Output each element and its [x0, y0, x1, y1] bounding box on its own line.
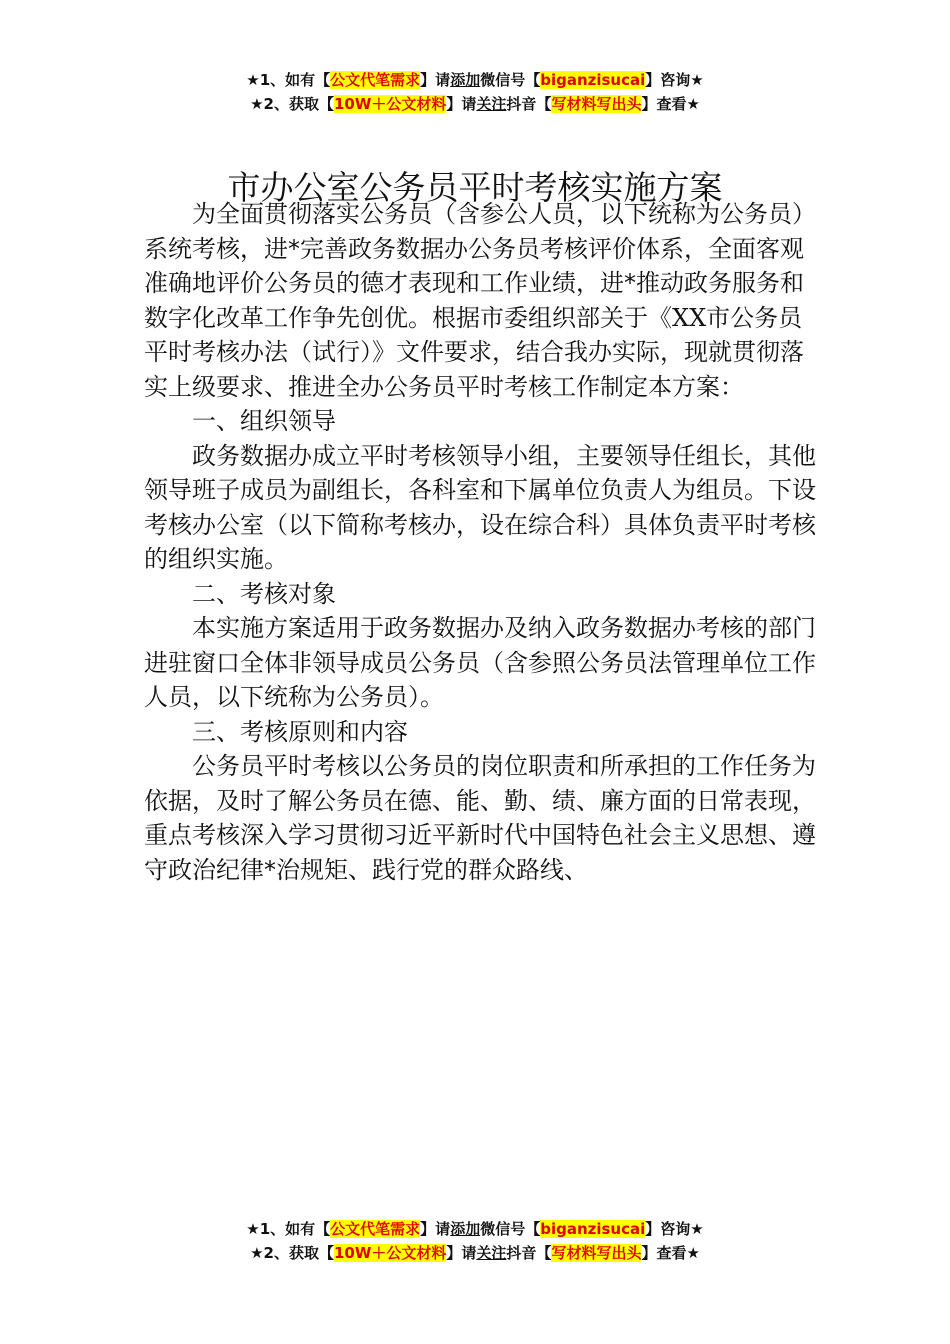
banner-line-1: ★1、如有【公文代笔需求】请添加微信号【biganzisucai】咨询★	[246, 1220, 704, 1238]
banner-line-1: ★1、如有【公文代笔需求】请添加微信号【biganzisucai】咨询★	[246, 71, 704, 89]
section-body-3: 公务员平时考核以公务员的岗位职责和所承担的工作任务为依据，及时了解公务员在德、能、勤、绩、廉方面的日常表现，重点考核深入学习贯彻习近平新时代中国特色社会主义思想、遵守政治纪律*治规矩、践行党的群众路线、	[144, 752, 816, 884]
document-title: 市办公室公务员平时考核实施方案	[227, 168, 723, 208]
top-banner	[0, 68, 950, 116]
highlight-wechat-id: biganzisucai	[540, 71, 646, 89]
highlight-writing-service: 公文代笔需求	[330, 71, 421, 89]
intro-paragraph: 为全面贯彻落实公务员（含参公人员，以下统称为公务员）系统考核，进*完善政务数据办公务员考核评价体系，全面客观准确地评价公务员的德才表现和工作业绩，进*推动政务服务和数字化改革工作争先创优。根据市委组织部关于《XX市公务员平时考核办法（试行）》文件要求，结合我办实际，现就贯彻落实上级要求、推进全办公务员平时考核工作制定本方案：	[144, 200, 816, 401]
highlight-materials: 10W＋公文材料	[333, 1244, 447, 1262]
highlight-writing-service: 公文代笔需求	[330, 1220, 421, 1238]
section-body-1: 政务数据办成立平时考核领导小组，主要领导任组长，其他领导班子成员为副组长，各科室和下属单位负责人为组员。下设考核办公室（以下简称考核办，设在综合科）具体负责平时考核的组织实施。	[144, 441, 816, 573]
section-heading-3: 三、考核原则和内容	[192, 717, 408, 746]
banner-line-2: ★2、获取【10W＋公文材料】请关注抖音【写材料写出头】查看★	[250, 1244, 700, 1262]
highlight-materials: 10W＋公文材料	[333, 95, 447, 113]
highlight-douyin-account: 写材料写出头	[551, 95, 642, 113]
section-heading-1: 一、组织领导	[192, 407, 336, 435]
bottom-banner	[0, 1217, 950, 1265]
section-body-2: 本实施方案适用于政务数据办及纳入政务数据办考核的部门进驻窗口全体非领导成员公务员（含参照公务员法管理单位工作人员，以下统称为公务员）。	[144, 614, 816, 711]
document-body	[144, 197, 826, 887]
banner-line-2: ★2、获取【10W＋公文材料】请关注抖音【写材料写出头】查看★	[250, 95, 700, 113]
highlight-douyin-account: 写材料写出头	[551, 1244, 642, 1262]
section-heading-2: 二、考核对象	[192, 579, 336, 608]
highlight-wechat-id: biganzisucai	[540, 1220, 646, 1238]
